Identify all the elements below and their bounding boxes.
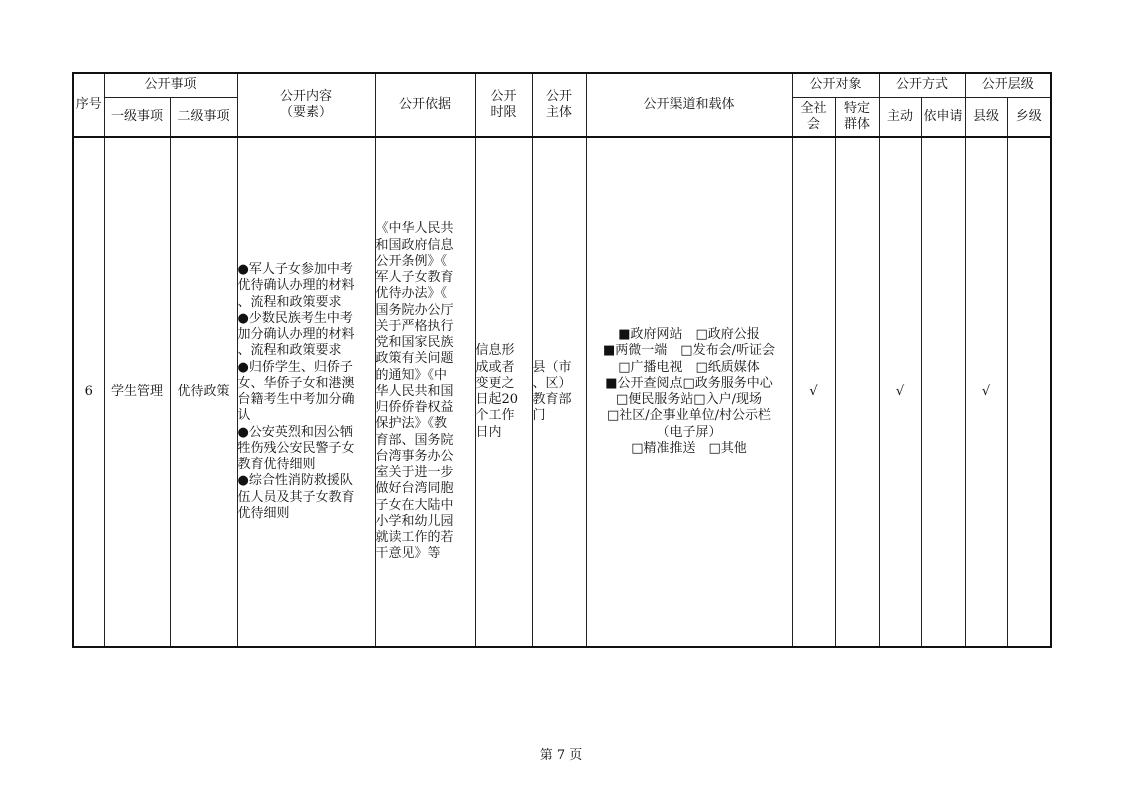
header-subject xyxy=(532,73,586,137)
row-target-specific-check xyxy=(835,137,879,647)
subject-line: 门 xyxy=(532,408,546,424)
channel-line: □社区/企事业单位/村公示栏 xyxy=(606,408,772,424)
header-subject-line1: 公开 xyxy=(545,88,572,104)
content-line: 女、华侨子女和港澳 xyxy=(237,375,355,391)
basis-line: 归侨侨眷权益 xyxy=(375,400,454,416)
channel-line: ■公开查阅点□政务服务中心 xyxy=(605,375,773,391)
header-deadline xyxy=(475,73,532,137)
row-level-county-check: √ xyxy=(965,137,1007,647)
header-target-group: 公开对象 xyxy=(792,73,879,97)
basis-line: 《中华人民共 xyxy=(375,221,454,237)
basis-line: 党和国家民族 xyxy=(375,335,454,351)
subject-list xyxy=(533,360,586,425)
header-target-all xyxy=(792,97,835,137)
basis-list xyxy=(376,221,475,562)
header-content-sub: （要素） xyxy=(279,105,332,120)
basis-line: 就读工作的若 xyxy=(375,530,454,546)
basis-line: 华人民共和国 xyxy=(375,383,454,399)
basis-line: 台湾事务办公 xyxy=(375,448,454,464)
content-line: 教育优待细则 xyxy=(237,457,316,472)
content-line: 、流程和政策要求 xyxy=(237,343,342,359)
header-subject-line2: 主体 xyxy=(545,105,572,120)
header-deadline-line1: 公开 xyxy=(490,88,517,104)
deadline-line: 日起20 xyxy=(475,392,519,407)
subject-line: 教育部 xyxy=(532,392,572,407)
header-seq: 序号 xyxy=(73,73,104,137)
header-level-town: 乡级 xyxy=(1007,97,1051,137)
content-line: ●公安英烈和因公牺 xyxy=(237,424,353,440)
content-line: 优待细则 xyxy=(237,505,290,521)
basis-line: 做好台湾同胞 xyxy=(375,481,454,497)
content-line: ●综合性消防救援队 xyxy=(237,473,353,489)
deadline-line: 个工作 xyxy=(475,408,515,424)
basis-line: 军人子女教育 xyxy=(375,270,454,286)
row-subject xyxy=(532,137,586,647)
channel-line: □精准推送 □其他 xyxy=(631,440,747,456)
basis-line: 和国政府信息 xyxy=(375,237,454,253)
deadline-line: 变更之 xyxy=(475,375,515,391)
row-content xyxy=(237,137,375,647)
header-channels: 公开渠道和载体 xyxy=(586,73,792,137)
basis-line: 育部、国务院 xyxy=(375,432,454,448)
header-method-group: 公开方式 xyxy=(879,73,965,97)
row-channels xyxy=(586,137,792,647)
row-method-active-check: √ xyxy=(879,137,921,647)
header-method-request: 依申请 xyxy=(921,97,965,137)
basis-line: 公开条例》《 xyxy=(375,253,448,269)
header-level1: 一级事项 xyxy=(104,97,170,137)
basis-line: 关于严格执行 xyxy=(375,318,454,334)
content-list xyxy=(238,262,375,522)
basis-line: 小学和幼儿园 xyxy=(375,513,454,529)
basis-line: 国务院办公厅 xyxy=(375,302,454,318)
header-target-all-line2: 会 xyxy=(806,116,820,132)
basis-line: 保护法》《教 xyxy=(375,416,448,432)
header-target-specific-line1: 特定 xyxy=(843,100,870,116)
row-method-request-check xyxy=(921,137,965,647)
row-basis xyxy=(375,137,475,647)
channel-line: ■政府网站 □政府公报 xyxy=(618,327,760,342)
basis-line: 优待办法》《 xyxy=(375,286,448,302)
header-level-county: 县级 xyxy=(965,97,1007,137)
header-basis: 公开依据 xyxy=(375,73,475,137)
content-line: 伍人员及其子女教育 xyxy=(237,489,355,505)
header-method-active: 主动 xyxy=(879,97,921,137)
header-content xyxy=(237,73,375,137)
deadline-line: 信息形 xyxy=(475,343,515,359)
channel-line: （电子屏） xyxy=(656,424,722,440)
channel-line: □广播电视 □纸质媒体 xyxy=(618,359,760,375)
header-content-title: 公开内容 xyxy=(279,88,332,104)
basis-line: 干意见》等 xyxy=(375,546,441,562)
row-level-town-check xyxy=(1007,137,1051,647)
content-line: 台籍考生中考加分确 xyxy=(237,392,355,407)
content-line: 加分确认办理的材料 xyxy=(237,327,355,342)
content-line: ●少数民族考生中考 xyxy=(237,310,353,326)
row-seq: 6 xyxy=(73,137,104,647)
subject-line: 县（市 xyxy=(532,359,572,375)
basis-line: 室关于进一步 xyxy=(375,465,454,481)
basis-line: 的通知》《中 xyxy=(375,367,448,383)
header-deadline-line2: 时限 xyxy=(490,105,517,120)
header-level2: 二级事项 xyxy=(170,97,237,137)
channel-line: ■两微一端 □发布会/听证会 xyxy=(603,343,775,359)
deadline-line: 成或者 xyxy=(475,359,515,375)
header-items-group: 公开事项 xyxy=(104,73,237,97)
basis-line: 政策有关问题 xyxy=(375,351,454,367)
basis-line: 子女在大陆中 xyxy=(375,497,454,513)
content-line: 牲伤残公安民警子女 xyxy=(237,440,355,456)
header-level-group: 公开层级 xyxy=(965,73,1051,97)
channel-line: □便民服务站□入户/现场 xyxy=(616,392,762,407)
row-deadline xyxy=(475,137,532,647)
deadline-list xyxy=(476,343,532,441)
disclosure-table xyxy=(72,72,1052,648)
content-line: 认 xyxy=(237,408,251,424)
header-target-specific-line2: 群体 xyxy=(843,116,870,132)
header-target-all-line1: 全社 xyxy=(800,100,827,116)
content-line: ●军人子女参加中考 xyxy=(237,262,353,277)
row-level2: 优待政策 xyxy=(170,137,237,647)
content-line: 优待确认办理的材料 xyxy=(237,278,355,294)
row-target-all-check: √ xyxy=(792,137,835,647)
content-line: 、流程和政策要求 xyxy=(237,294,342,310)
content-line: ●归侨学生、归侨子 xyxy=(237,359,353,375)
row-level1: 学生管理 xyxy=(104,137,170,647)
page-footer: 第 7 页 xyxy=(539,748,583,763)
deadline-line: 日内 xyxy=(475,424,502,440)
subject-line: 、区） xyxy=(532,375,572,391)
header-target-specific xyxy=(835,97,879,137)
